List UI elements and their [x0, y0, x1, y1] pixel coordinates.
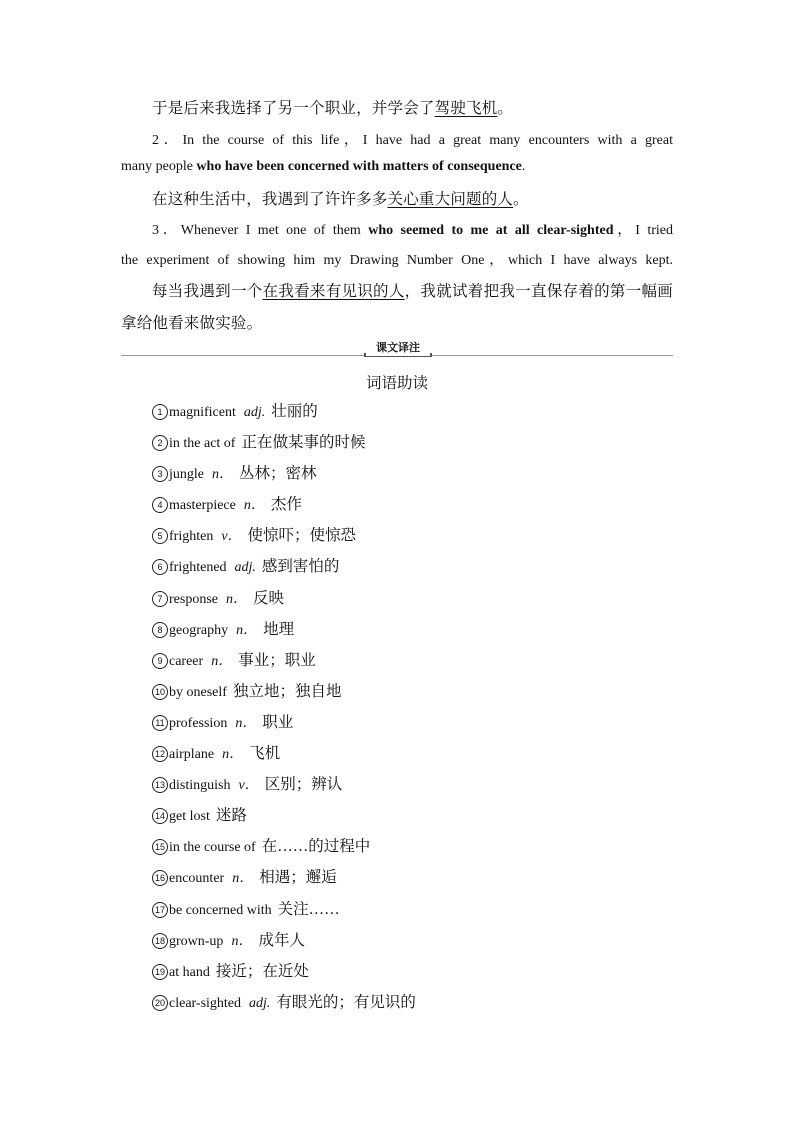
vocab-definition: 有眼光的；有见识的 — [276, 993, 416, 1011]
p1-text: 于是后来我选择了另一个职业，并学会了 — [152, 100, 435, 117]
p1-underlined-phrase: 驾驶飞机 — [434, 100, 498, 117]
vocab-number: 12 — [152, 746, 168, 762]
vocab-definition: 职业 — [262, 713, 294, 731]
s2-cn-text: 在这种生活中，我遇到了许许多多 — [152, 191, 388, 208]
vocab-term: get lost — [169, 809, 210, 825]
sentence-3-bold-phrase: who seemed to me at all clear-sighted — [368, 223, 614, 238]
sentence-2-number: 2． — [152, 133, 183, 148]
vocab-item — [152, 710, 416, 741]
vocab-definition: 事业；职业 — [238, 651, 316, 669]
s3-cn-suffix: ，我就试着把我一直保存着的第一幅画 — [404, 283, 673, 300]
s3-cn-text: 每当我遇到一个 — [152, 283, 263, 300]
vocab-item — [152, 461, 416, 492]
sentence-3-chinese-line-1 — [152, 279, 673, 301]
vocab-item — [152, 617, 416, 648]
sentence-3-number: 3． — [152, 223, 181, 238]
vocab-part-of-speech: n． — [212, 467, 233, 483]
vocab-part-of-speech: n． — [226, 591, 247, 607]
vocab-definition: 迷路 — [215, 807, 247, 825]
vocab-definition: 相遇；邂逅 — [259, 869, 337, 887]
vocab-definition: 使惊吓；使惊恐 — [247, 527, 357, 545]
sentence-2-bold-phrase: who have been concerned with matters of consequence — [196, 159, 522, 174]
vocab-item — [152, 741, 416, 772]
vocab-definition: 壮丽的 — [271, 403, 318, 420]
sentence-3-english-line-1 — [121, 219, 673, 239]
vocab-part-of-speech: n． — [235, 715, 257, 731]
vocab-item — [152, 399, 416, 430]
vocab-term: encounter — [169, 871, 225, 887]
vocab-definition: 飞机 — [249, 745, 281, 763]
vocab-item — [152, 897, 416, 928]
sentence-2-english-line-1 — [121, 129, 673, 149]
vocab-part-of-speech: n． — [236, 622, 258, 638]
vocab-part-of-speech: n． — [211, 653, 233, 669]
vocab-item — [152, 959, 416, 990]
vocab-part-of-speech: v． — [238, 778, 259, 794]
vocab-part-of-speech: n． — [232, 871, 254, 887]
vocab-term: by oneself — [169, 684, 227, 700]
vocab-term: be concerned with — [169, 902, 272, 918]
vocab-number: 7 — [152, 591, 168, 607]
vocab-number: 8 — [152, 622, 168, 638]
vocab-number: 13 — [152, 777, 168, 793]
vocab-part-of-speech: n． — [231, 933, 253, 949]
vocab-definition: 成年人 — [258, 931, 305, 949]
vocab-number: 20 — [152, 995, 168, 1011]
vocab-term: profession — [169, 715, 228, 731]
vocab-number: 19 — [152, 964, 168, 980]
vocab-term: in the course of — [169, 840, 256, 856]
vocab-item — [152, 679, 416, 710]
vocab-term: frightened — [169, 560, 227, 576]
vocab-number: 14 — [152, 808, 168, 824]
vocab-item — [152, 834, 416, 865]
vocab-item — [152, 803, 416, 834]
vocab-part-of-speech: n． — [222, 747, 244, 763]
vocab-term: career — [169, 653, 204, 669]
vocab-term: frighten — [169, 529, 214, 545]
vocab-number: 10 — [152, 684, 168, 700]
sentence-3-suffix: ，I tried — [613, 223, 674, 238]
vocab-part-of-speech: adj. — [243, 405, 266, 420]
vocab-definition: 在……的过程中 — [261, 838, 371, 856]
vocab-part-of-speech: adj. — [234, 560, 256, 576]
vocab-item — [152, 772, 416, 803]
vocab-part-of-speech: adj. — [249, 995, 271, 1011]
s2-cn-suffix: 。 — [513, 191, 529, 208]
sentence-3-english-line-2 — [121, 249, 673, 269]
vocab-term: magnificent — [169, 405, 236, 420]
sentence-3-text-a: Whenever I met one of them — [180, 223, 369, 238]
vocab-term: at hand — [169, 964, 210, 980]
s3-cn-underlined-phrase: 在我看来有见识的人 — [262, 283, 405, 300]
vocab-item — [152, 990, 416, 1021]
sentence-2-suffix: . — [521, 159, 526, 174]
vocab-item — [152, 648, 416, 679]
vocab-number: 1 — [152, 404, 168, 420]
vocab-definition: 接近；在近处 — [215, 962, 309, 980]
sentence-3-chinese-line-2 — [121, 311, 262, 333]
vocab-term: distinguish — [169, 778, 231, 794]
vocab-definition: 丛林；密林 — [239, 465, 317, 483]
vocab-part-of-speech: n． — [243, 498, 265, 514]
vocab-definition: 区别；辨认 — [264, 776, 343, 794]
vocab-number: 3 — [152, 466, 168, 482]
vocab-number: 4 — [152, 497, 168, 513]
p1-suffix: 。 — [497, 100, 514, 117]
vocab-item — [152, 554, 416, 585]
vocab-definition: 地理 — [263, 620, 295, 638]
vocab-term: airplane — [169, 747, 215, 763]
sentence-2-english-line-2 — [121, 159, 525, 175]
vocab-term: response — [169, 591, 218, 607]
vocab-number: 18 — [152, 933, 168, 949]
s3-cn-text-b: 拿给他看来做实验。 — [121, 315, 263, 332]
vocab-item — [152, 928, 416, 959]
vocab-definition: 正在做某事的时候 — [241, 434, 366, 452]
vocab-number: 11 — [152, 715, 168, 731]
vocab-number: 17 — [152, 902, 168, 918]
vocab-number: 15 — [152, 839, 168, 855]
vocab-heading: 词语助读 — [365, 375, 428, 392]
vocab-number: 16 — [152, 870, 168, 886]
vocab-number: 2 — [152, 435, 168, 451]
vocab-definition: 独立地；独自地 — [232, 682, 342, 700]
sentence-2-text-a: In the course of this life，I have had a great many encounters with a great — [182, 133, 674, 148]
vocab-item — [152, 430, 416, 461]
sentence-3-text-b: the experiment of showing him my Drawing Number One，which I have always kept. — [121, 253, 673, 268]
vocab-number: 6 — [152, 559, 168, 575]
vocab-definition: 杰作 — [270, 496, 302, 514]
vocab-definition: 关注…… — [277, 900, 340, 918]
vocab-list — [152, 399, 416, 1021]
vocab-number: 9 — [152, 653, 168, 669]
vocab-item — [152, 492, 416, 523]
vocab-item — [152, 523, 416, 554]
sentence-2-chinese — [152, 187, 529, 209]
s2-cn-underlined-phrase: 关心重大问题的人 — [387, 191, 514, 208]
vocab-definition: 反映 — [253, 589, 285, 607]
vocab-term: in the act of — [169, 436, 236, 452]
paragraph-1-chinese — [152, 96, 513, 118]
vocab-part-of-speech: v． — [221, 529, 242, 545]
vocab-definition: 感到害怕的 — [261, 558, 340, 576]
vocab-term: grown-up — [169, 933, 224, 949]
vocab-item — [152, 586, 416, 617]
vocab-term: masterpiece — [169, 498, 236, 514]
sentence-2-text-b: many people — [121, 159, 197, 174]
vocab-term: clear-sighted — [169, 995, 242, 1011]
vocab-term: jungle — [169, 467, 204, 483]
section-label: 课文译注 — [366, 342, 430, 356]
vocab-item — [152, 865, 416, 896]
vocab-term: geography — [169, 622, 229, 638]
vocab-number: 5 — [152, 528, 168, 544]
